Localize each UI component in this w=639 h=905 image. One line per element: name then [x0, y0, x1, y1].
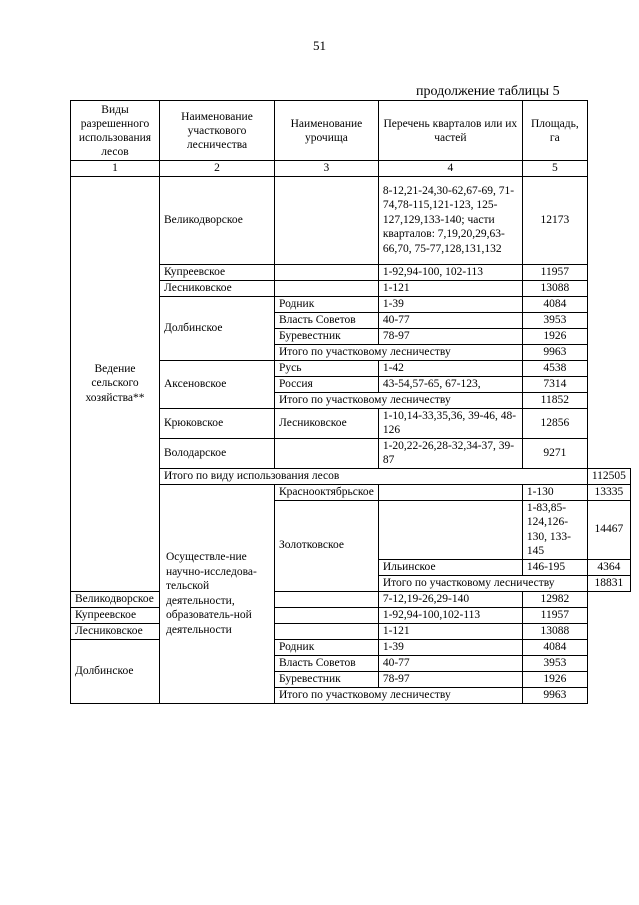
quarters-cell: 1-39: [378, 639, 522, 655]
area-cell: 4084: [522, 639, 587, 655]
forestry-name: Долбинское: [160, 296, 275, 360]
subtotal-value: 9963: [522, 687, 587, 703]
tract-cell: [275, 280, 379, 296]
table-row: [71, 639, 631, 655]
quarters-cell: 1-121: [378, 280, 522, 296]
header-quarters: Перечень кварталов или их частей: [378, 101, 522, 161]
quarters-cell: 1-121: [378, 623, 522, 639]
tract-cell: Русь: [275, 360, 379, 376]
forestry-name: Золотковское: [275, 500, 379, 591]
quarters-cell: 40-77: [378, 655, 522, 671]
column-number: 2: [160, 161, 275, 177]
header-area: Площадь, га: [522, 101, 587, 161]
quarters-cell: 78-97: [378, 328, 522, 344]
header-tract: Наименование урочища: [275, 101, 379, 161]
area-cell: 13088: [522, 623, 587, 639]
tract-cell: Родник: [275, 296, 379, 312]
quarters-cell: 1-92,94-100,102-113: [378, 607, 522, 623]
subtotal-label: Итого по участковому лесничеству: [275, 687, 523, 703]
quarters-cell: 7-12,19-26,29-140: [378, 591, 522, 607]
forestry-name: Володарское: [160, 438, 275, 468]
area-cell: 13088: [522, 280, 587, 296]
subtotal-label: Итого по участковому лесничеству: [275, 344, 523, 360]
page-number: 51: [313, 38, 326, 53]
area-cell: 9271: [522, 438, 587, 468]
forestry-name: Купреевское: [160, 264, 275, 280]
area-cell: 11957: [522, 264, 587, 280]
column-number: 3: [275, 161, 379, 177]
tract-cell: [378, 500, 522, 559]
table-caption: продолжение таблицы 5: [416, 84, 560, 99]
area-cell: 12173: [522, 176, 587, 264]
quarters-cell: 1-10,14-33,35,36, 39-46, 48-126: [378, 408, 522, 438]
forestry-name: Великодворское: [160, 176, 275, 264]
column-number: 1: [71, 161, 160, 177]
area-cell: 3953: [522, 312, 587, 328]
header-use-type: Виды разрешенного использования лесов: [71, 101, 160, 161]
tract-cell: [275, 607, 379, 623]
quarters-cell: 1-42: [378, 360, 522, 376]
quarters-cell: 1-20,22-26,28-32,34-37, 39-87: [378, 438, 522, 468]
total-label: Итого по виду использования лесов: [160, 468, 588, 484]
area-cell: 1926: [522, 671, 587, 687]
column-number: 5: [522, 161, 587, 177]
table-row: [71, 591, 631, 607]
area-cell: 4364: [587, 559, 630, 575]
quarters-cell: 8-12,21-24,30-62,67-69, 71-74,78-115,121-123, 125-127,129,133-140; части кварталов: 7,19,20,29,63-66,70, 75-77,128,131,132: [378, 176, 522, 264]
table-row: [71, 623, 631, 639]
area-cell: 12856: [522, 408, 587, 438]
forestry-name: Великодворское: [71, 591, 160, 607]
quarters-cell: 1-83,85-124,126-130, 133-145: [522, 500, 587, 559]
forestry-name: Краснооктябрьское: [275, 484, 379, 500]
table-row: [71, 176, 631, 264]
area-cell: 7314: [522, 376, 587, 392]
table-row: [71, 607, 631, 623]
tract-cell: Буревестник: [275, 328, 379, 344]
quarters-cell: 40-77: [378, 312, 522, 328]
tract-cell: [275, 591, 379, 607]
tract-cell: Власть Советов: [275, 312, 379, 328]
table-header-row: [71, 101, 631, 161]
tract-cell: [275, 623, 379, 639]
tract-cell: Родник: [275, 639, 379, 655]
tract-cell: [275, 438, 379, 468]
forestry-name: Долбинское: [71, 639, 160, 703]
column-number: 4: [378, 161, 522, 177]
header-forestry: Наименование участкового лесничества: [160, 101, 275, 161]
tract-cell: [275, 264, 379, 280]
tract-cell: Буревестник: [275, 671, 379, 687]
quarters-cell: 43-54,57-65, 67-123,: [378, 376, 522, 392]
forest-use-table: [70, 100, 631, 704]
quarters-cell: 146-195: [522, 559, 587, 575]
quarters-cell: 1-130: [522, 484, 587, 500]
forestry-name: Купреевское: [71, 607, 160, 623]
area-cell: 12982: [522, 591, 587, 607]
area-cell: 1926: [522, 328, 587, 344]
area-cell: 4084: [522, 296, 587, 312]
subtotal-label: Итого по участковому лесничеству: [275, 392, 523, 408]
subtotal-label: Итого по участковому лесничеству: [378, 575, 587, 591]
forestry-name: Лесниковское: [160, 280, 275, 296]
area-cell: 4538: [522, 360, 587, 376]
area-cell: 11957: [522, 607, 587, 623]
tract-cell: Россия: [275, 376, 379, 392]
tract-cell: [378, 484, 522, 500]
total-value: 112505: [587, 468, 630, 484]
subtotal-value: 9963: [522, 344, 587, 360]
column-number-row: [71, 161, 631, 177]
tract-cell: [275, 176, 379, 264]
area-cell: 13335: [587, 484, 630, 500]
forestry-name: Лесниковское: [71, 623, 160, 639]
use-type-cell: Осуществле-ние научно-исследова-тельской деятельности, образователь-ной деятельности: [160, 484, 275, 703]
quarters-cell: 78-97: [378, 671, 522, 687]
subtotal-value: 11852: [522, 392, 587, 408]
forestry-name: Крюковское: [160, 408, 275, 438]
tract-cell: Власть Советов: [275, 655, 379, 671]
tract-cell: Лесниковское: [275, 408, 379, 438]
area-cell: 14467: [587, 500, 630, 559]
use-type-cell: Ведение сельского хозяйства**: [71, 176, 160, 591]
area-cell: 3953: [522, 655, 587, 671]
tract-cell: Ильинское: [378, 559, 522, 575]
subtotal-value: 18831: [587, 575, 630, 591]
quarters-cell: 1-92,94-100, 102-113: [378, 264, 522, 280]
quarters-cell: 1-39: [378, 296, 522, 312]
forestry-name: Аксеновское: [160, 360, 275, 408]
